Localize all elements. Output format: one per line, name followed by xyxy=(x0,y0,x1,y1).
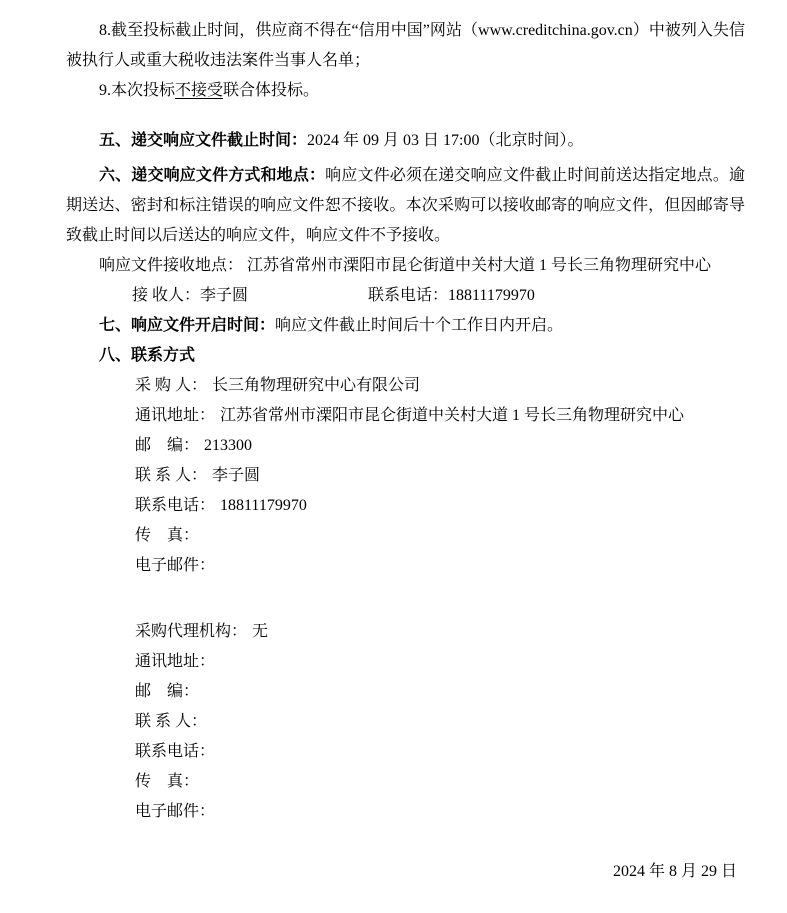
clause-8-text: 8.截至投标截止时间，供应商不得在“信用中国”网站（www.creditchina.gov.cn）中被列入失信被执行人或重大税收违法案件当事人名单； xyxy=(66,22,745,69)
contact-value xyxy=(215,653,220,670)
purchaser-row-fax xyxy=(135,521,745,551)
contact-label: 传 真： xyxy=(135,527,200,544)
agency-row-phone xyxy=(135,737,745,767)
section-8-heading: 八、联系方式 xyxy=(99,347,196,364)
receiver-line xyxy=(66,281,745,311)
contact-value: 无 xyxy=(252,623,269,640)
purchaser-row-contact-person xyxy=(135,461,745,491)
contact-label: 通讯地址： xyxy=(135,407,216,424)
section-6-heading: 六、递交响应文件方式和地点： xyxy=(99,167,326,184)
contact-value xyxy=(207,713,212,730)
contact-label: 采 购 人： xyxy=(135,377,208,394)
section-7-text: 响应文件截止时间后十个工作日内开启。 xyxy=(275,317,564,334)
contact-label: 电子邮件： xyxy=(135,557,216,574)
contact-value xyxy=(199,683,204,700)
purchaser-row-phone xyxy=(135,491,745,521)
contact-value: 213300 xyxy=(204,437,253,454)
clause-9-paragraph xyxy=(66,76,745,106)
contact-label: 通讯地址： xyxy=(135,653,216,670)
contact-value: 江苏省常州市溧阳市昆仑街道中关村大道 1 号长三角物理研究中心 xyxy=(220,407,685,424)
section-8-contact-heading-paragraph xyxy=(66,341,745,371)
contact-label: 传 真： xyxy=(135,773,200,790)
contact-label: 联系电话： xyxy=(135,497,216,514)
agency-row-address xyxy=(135,647,745,677)
agency-row-zip xyxy=(135,677,745,707)
document-date xyxy=(66,857,745,887)
contact-label: 联系电话： xyxy=(135,743,216,760)
contact-value xyxy=(215,803,220,820)
receive-location-text: 响应文件接收地点： 江苏省常州市溧阳市昆仑街道中关村大道 1 号长三角物理研究中心 xyxy=(99,257,712,274)
contact-value xyxy=(215,557,220,574)
section-7-heading: 七、响应文件开启时间： xyxy=(99,317,276,334)
purchaser-row-email xyxy=(135,551,745,581)
contact-label: 邮 编： xyxy=(135,437,200,454)
purchaser-row-name xyxy=(135,371,745,401)
section-5-heading: 五、递交响应文件截止时间： xyxy=(99,132,308,149)
contact-label: 电子邮件： xyxy=(135,803,216,820)
clause-8-paragraph xyxy=(66,16,745,76)
contact-label: 联 系 人： xyxy=(135,713,208,730)
contact-value: 18811179970 xyxy=(220,497,307,514)
document-date-text: 2024 年 8 月 29 日 xyxy=(612,863,737,880)
section-5-deadline-paragraph xyxy=(66,126,745,156)
purchaser-row-address xyxy=(135,401,745,431)
no-consortium-underlined-text: 不接受 xyxy=(175,82,224,99)
section-5-value: 2024 年 09 月 03 日 17:00（北京时间）。 xyxy=(307,132,584,149)
contact-label: 联 系 人： xyxy=(135,467,208,484)
receiver-phone: 联系电话：18811179970 xyxy=(368,287,535,304)
agency-contact-block xyxy=(135,617,745,827)
contact-value xyxy=(215,743,220,760)
clause-9-suffix: 联合体投标。 xyxy=(223,82,320,99)
agency-row-contact-person xyxy=(135,707,745,737)
contact-value xyxy=(199,527,204,544)
section-6-text: 响应文件必须在递交响应文件截止时间前送达指定地点。逾期送达、密封和标注错误的响应文件恕不接收。本次采购可以接收邮寄的响应文件，但因邮寄导致截止时间以后送达的响应文件，响应文件不予接收。 xyxy=(66,167,745,244)
receive-location-line xyxy=(66,251,745,281)
contact-label: 采购代理机构： xyxy=(135,623,248,640)
purchaser-row-zip xyxy=(135,431,745,461)
clause-9-prefix: 9.本次投标 xyxy=(99,82,176,99)
section-6-method-paragraph xyxy=(66,161,745,251)
contact-value: 长三角物理研究中心有限公司 xyxy=(212,377,421,394)
section-7-opening-paragraph xyxy=(66,311,745,341)
agency-row-fax xyxy=(135,767,745,797)
agency-row-email xyxy=(135,797,745,827)
contact-label: 邮 编： xyxy=(135,683,200,700)
agency-row-name xyxy=(135,617,745,647)
purchaser-contact-block xyxy=(135,371,745,581)
contact-value: 李子圆 xyxy=(212,467,261,484)
contact-value xyxy=(199,773,204,790)
receiver-name: 接 收人：李子圆 xyxy=(132,287,249,304)
